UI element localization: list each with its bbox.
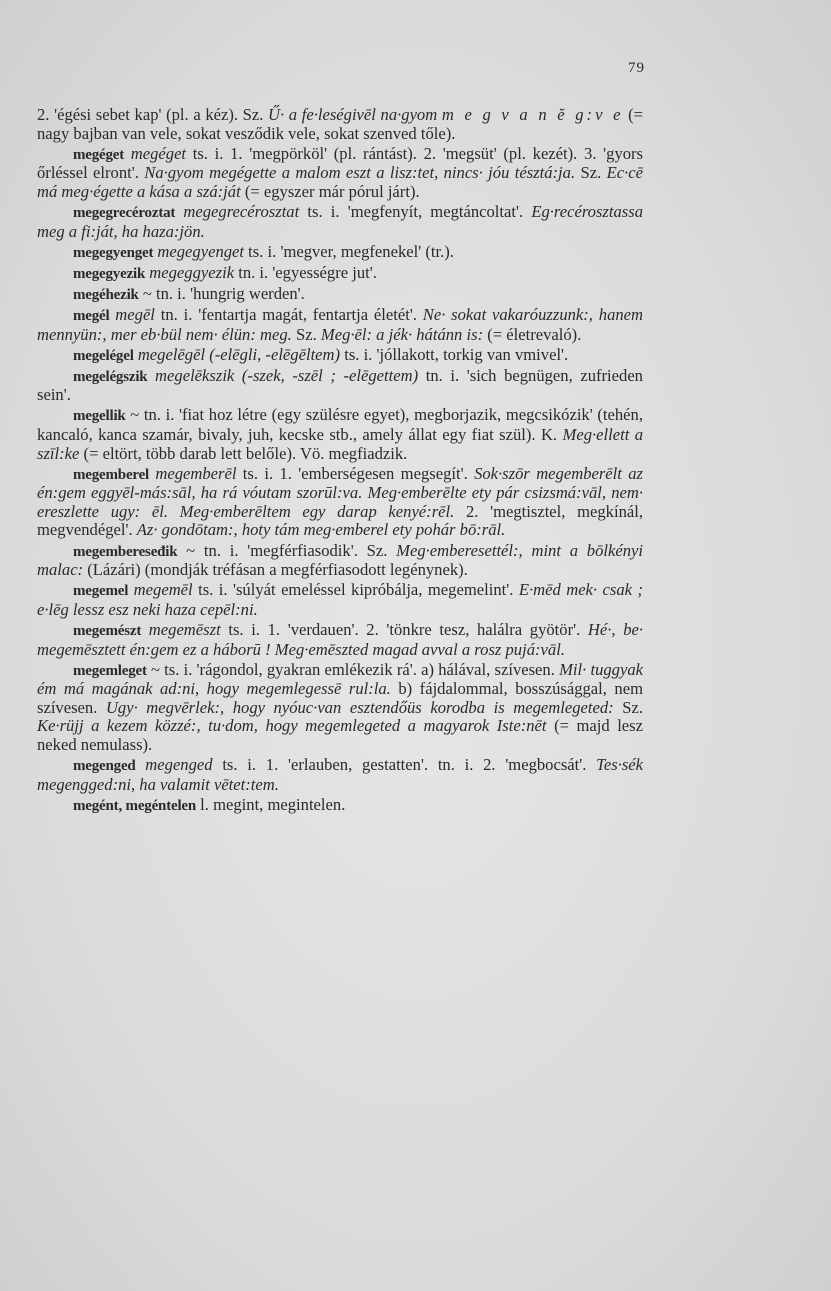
entry-text: ts. i. 'megver, megfenekel' (tr.). [244, 241, 454, 261]
bold-marker: Sz. [366, 540, 388, 560]
entry-text: ~ ts. i. 'rágondol, gyakran emlékezik rá'. [146, 659, 422, 679]
dictionary-entry [37, 465, 643, 540]
entry-text: ~ tn. i. 'megférfiasodik'. [177, 540, 367, 560]
italic-example: Ne· sokat vakaróuzzunk:, hanem mennyün:, mer eb·bül nem· élün: meg. [37, 304, 644, 344]
bold-marker: 3. [584, 143, 597, 163]
entry-text: 'verdauen'. [280, 619, 367, 639]
headword: megéhezik [73, 286, 139, 303]
italic-example: Eg·recérosztassa meg a fi:ját, ha haza:jön. [37, 201, 644, 241]
headword: megellik [73, 408, 126, 425]
entry-text: (Lázári) (mondják tréfásan a megférfiasodott legénynek). [83, 560, 468, 580]
headword: megembereseđik [73, 543, 178, 560]
italic-example: Tes·sék megengged:ni, ha valamit vētet:tem. [37, 755, 644, 794]
italic-example: megelēgēl (-elēgli, -elēgēltem) [133, 344, 341, 364]
entry-text: ts. i. [236, 463, 280, 483]
dictionary-entry [37, 346, 643, 366]
headword: megemészt [73, 622, 142, 639]
entry-text: tn. i. 'fentartja magát, fentartja életét'. [154, 304, 423, 324]
entry-text: 'megsüt' (pl. kezét). [436, 143, 585, 163]
entry-text: ts. i. [220, 619, 268, 639]
italic-example: Ke·rüjj a kezem közzé:, tu·dom, hogy megemlegeted a magyarok Iste:nēt [37, 716, 547, 736]
italic-example: megeggyezik [145, 262, 235, 282]
dictionary-entry [37, 796, 643, 816]
entry-text: ts. i. [186, 143, 231, 163]
headword: megél [73, 307, 110, 324]
dictionary-entry [37, 367, 643, 405]
italic-example: Ugy· megvērlek:, hogy nyóuc·van esztendőüs korodba is megemlegeted: [105, 697, 614, 717]
entry-text: ts. i. [212, 755, 266, 775]
entry-text: ~ tn. i. 'hungrig werden'. [138, 283, 305, 303]
entry-text [614, 698, 623, 717]
headword: megegyezik [73, 265, 146, 282]
italic-example: megenged [135, 755, 213, 775]
italic-example: Na·gyom megégette a malom eszt a lisz:tet, nincs· jóu tésztá:ja. [144, 163, 576, 183]
bold-marker: a) [421, 659, 435, 679]
entry-text: hálával, szívesen. [434, 659, 560, 679]
bold-marker: 2. [465, 501, 479, 521]
italic-example: megēl [109, 304, 155, 324]
entry-text [454, 502, 466, 521]
bold-marker: 1. [267, 619, 281, 639]
entry-text: fájdalommal, bosszúsággal, nem szívesen. [37, 679, 643, 717]
italic-example: Meg·ēl: a jék· hátánn is: [320, 324, 484, 344]
dictionary-entry [37, 661, 643, 755]
dictionary-entry [37, 581, 643, 619]
headword: megelégszik [73, 368, 148, 385]
dictionary-entry [37, 106, 643, 143]
italic-example: megegyenget [153, 241, 245, 261]
italic-example: megegrecérosztat [175, 201, 300, 221]
dictionary-entry [37, 264, 643, 284]
entry-text: (= majd lesz neked nemulass). [37, 716, 643, 754]
entry-text: 'gyors őrléssel elront'. [37, 143, 644, 183]
bold-marker: 2. [423, 143, 437, 163]
italic-example: Ű· a fe·leségivēl na·gyom [263, 105, 438, 124]
headword: megemleget [73, 662, 147, 679]
spaced-example: m e g v a n ĕ g:v e [441, 105, 624, 124]
bold-marker: 1. [279, 463, 292, 483]
entry-text: tn. i. 'egyességre jut'. [234, 262, 377, 282]
headword: megenged [73, 758, 136, 775]
headword: megemberel [73, 466, 150, 483]
entry-text: tn. i. 'sich begnügen, zufrieden sein'. [37, 365, 643, 405]
entry-text [387, 541, 396, 560]
page-number: 79 [628, 60, 645, 76]
dictionary-entry [37, 306, 643, 344]
italic-example: megéget [124, 143, 187, 163]
italic-example: Hé·, be· megemēsztett én:gem ez a háborū ! Meg·emēszted magad avval a rosz pujá:vāl. [37, 619, 644, 659]
italic-example: megelēkszik (-szek, -szēl ; -elēgettem) [147, 365, 419, 385]
headword: megemel [73, 583, 129, 600]
dictionary-entry [37, 756, 643, 794]
bold-marker: Sz. [622, 697, 643, 717]
italic-example: Meg·emberesettél:, mint a bōlkényi malac: [37, 540, 644, 580]
bold-marker: 1. [230, 143, 243, 163]
bold-marker: Sz. [242, 105, 264, 124]
headword: megént, megéntelen [73, 797, 197, 814]
italic-example: Ec·cē má meg·égette a kása a szá:ját [37, 163, 643, 201]
entry-text: 'tönkre tesz, halálra gyötör'. [378, 619, 588, 639]
entry-text: 'megbocsát'. [495, 755, 597, 775]
italic-example: megemēszt [141, 619, 221, 639]
italic-example: Meg·ellett a szīl:ke [37, 425, 643, 463]
dictionary-entry [37, 243, 643, 263]
bold-marker: Sz. [580, 163, 602, 183]
bold-marker: 2. [37, 105, 50, 124]
italic-example: megemberēl [149, 463, 237, 483]
entry-text: 'megtisztel, megkínál, megvendégel'. [37, 501, 644, 540]
dictionary-entry [37, 145, 643, 202]
entry-text: ~ tn. i. 'fiat hoz létre (egy szülésre egyet), megborjazik, megcsikózik' (tehén, kancaló, kanca szamár, bivaly, juh, kecske stb., amely állat egy fiat szül). [37, 405, 643, 444]
entry-text: ts. i. 'súlyát emeléssel kipróbálja, megemelint'. [192, 580, 519, 600]
italic-example: Mil· tuggyak ém má magának ad:ni, hogy megemlegessē rul:la. [37, 659, 643, 699]
entry-text: 'megpörköl' (pl. rántást). [242, 143, 424, 163]
bold-marker: 2. [366, 619, 379, 639]
italic-example: Sok·szōr megemberēlt az én:gem eggyēl-más:sāl, ha rá vóutam szorūl:va. Meg·emberēlte ety pár csizsmá:vāl, nem· ereszlette ugy: ēl. Meg·emberēltem egy darap kenyé:rēl. [37, 463, 643, 521]
dictionary-entry [37, 542, 643, 580]
headword: megelégel [73, 347, 134, 364]
italic-example: E·mēd mek· csak ; e·lēg lessz esz neki haza cepēl:ni. [37, 580, 643, 619]
bold-marker: b) [398, 679, 413, 699]
entry-text: 'emberségesen megsegít'. [291, 463, 475, 483]
entry-text: (= nagy bajban van vele, sokat vesződik vele, sokat szenved tőle). [37, 105, 643, 143]
headword: megéget [73, 146, 125, 163]
bold-marker: 2. [483, 755, 496, 775]
entry-text: (= eltört, több darab lett belőle). Vö. megfiadzik. [79, 443, 408, 463]
italic-example: Az· gondōtam:, hoty tám meg·emberel ety pohár bō:rāl. [136, 520, 506, 540]
headword: megegyenget [73, 244, 154, 261]
entry-text: ts. i. 'megfenyít, megtáncoltat'. [299, 201, 532, 221]
dictionary-entry [37, 406, 643, 463]
entry-text: 'erlauben, gestatten'. tn. i. [278, 755, 484, 775]
entry-text: l. megint, megintelen. [196, 794, 346, 814]
entry-text: ts. i. 'jóllakott, torkig van vmivel'. [340, 344, 569, 364]
dictionary-entry [37, 621, 643, 659]
dictionary-entry [37, 285, 643, 305]
entry-text: (= életrevaló). [483, 324, 582, 344]
italic-example: megemēl [128, 580, 193, 600]
bold-marker: Sz. [295, 324, 317, 344]
bold-marker: 1. [265, 755, 279, 775]
dictionary-entry [37, 203, 643, 241]
headword: megegrecéroztat [73, 204, 176, 221]
entry-text: 'égési sebet kap' (pl. a kéz). [49, 105, 243, 124]
bold-marker: K. [540, 425, 558, 444]
dictionary-text [37, 106, 643, 817]
entry-text: (= egyszer már pórul járt). [240, 181, 420, 201]
